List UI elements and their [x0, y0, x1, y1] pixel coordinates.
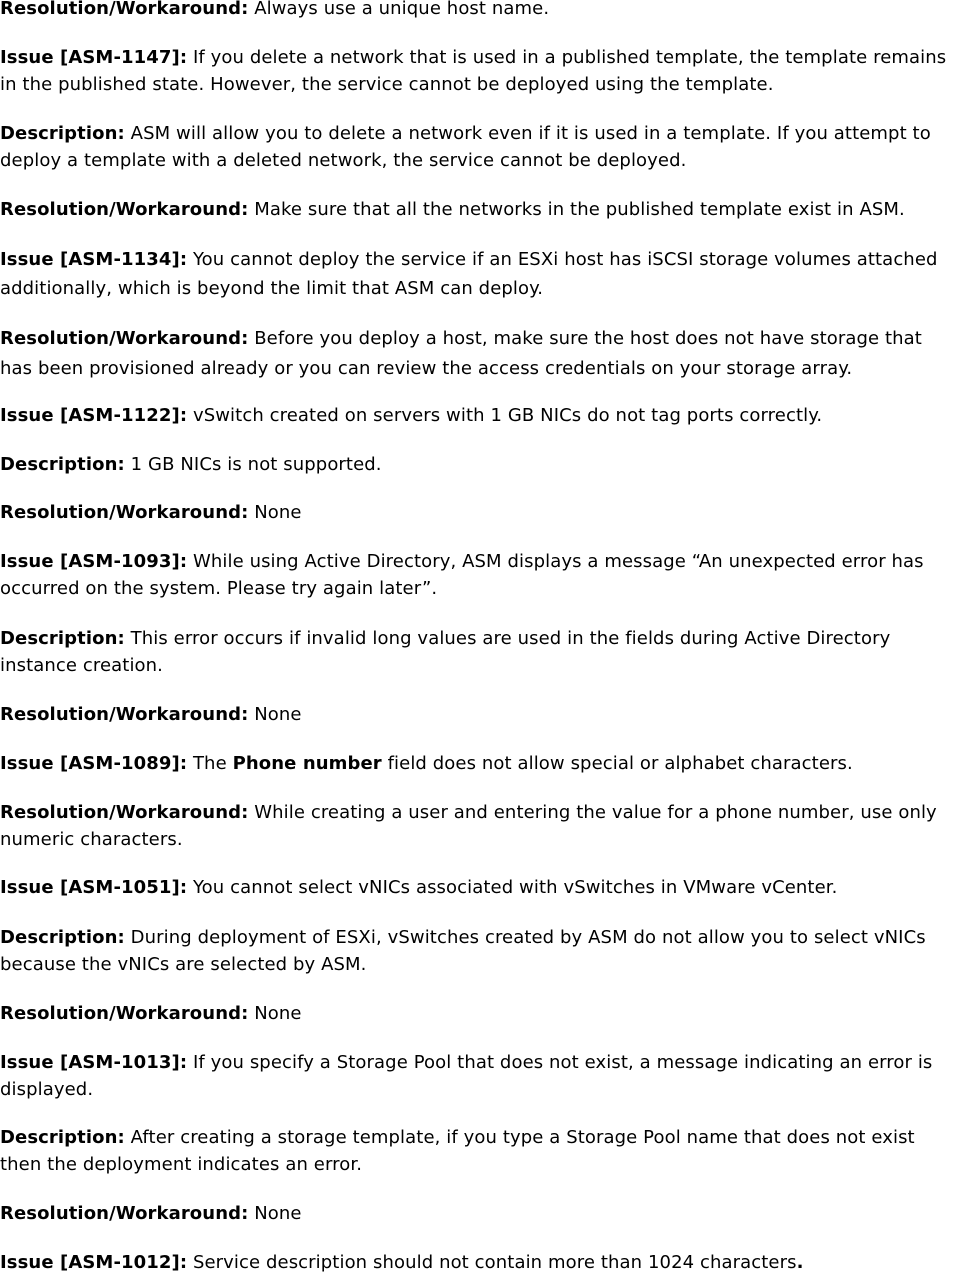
paragraph-text: The — [187, 753, 233, 774]
description-paragraph — [0, 924, 958, 978]
paragraph-label: Description: — [0, 454, 125, 475]
paragraph-text: While using Active Directory, ASM displays a message “An unexpected error has occurred on the system. Please try again later”. — [0, 551, 924, 599]
paragraph-label: Resolution/Workaround: — [0, 328, 249, 349]
paragraph-text: Always use a unique host name. — [248, 0, 550, 19]
paragraph-label: Issue [ASM-1134]: — [0, 249, 188, 270]
resolution-paragraph — [0, 1200, 958, 1227]
paragraph-label: Issue [ASM-1051]: — [0, 877, 188, 898]
paragraph-text: None — [248, 704, 302, 725]
paragraph-label: Issue [ASM-1013]: — [0, 1052, 188, 1073]
issue-paragraph — [0, 1249, 958, 1276]
issue-paragraph — [0, 1049, 958, 1103]
paragraph-label: Issue [ASM-1012]: — [0, 1252, 188, 1273]
paragraph-label: Issue [ASM-1089]: — [0, 753, 188, 774]
description-paragraph — [0, 625, 958, 679]
paragraph-label: Resolution/Workaround: — [0, 199, 249, 220]
paragraph-label: Issue [ASM-1147]: — [0, 47, 188, 68]
paragraph-text: After creating a storage template, if you type a Storage Pool name that does not exist then the deployment indicates an error. — [0, 1127, 915, 1175]
paragraph-text: ASM will allow you to delete a network even if it is used in a template. If you attempt to deploy a template with a deleted network, the service cannot be deployed. — [0, 123, 931, 171]
description-paragraph — [0, 1124, 958, 1178]
paragraph-end-period: . — [796, 1252, 804, 1273]
paragraph-text: Before you deploy a host, make sure the host does not have storage that has been provisioned already or you can review the access credentials on your storage array. — [0, 328, 922, 379]
paragraph-label: Issue [ASM-1122]: — [0, 405, 188, 426]
paragraph-label: Resolution/Workaround: — [0, 1203, 249, 1224]
paragraph-text: You cannot select vNICs associated with vSwitches in VMware vCenter. — [187, 877, 838, 898]
resolution-paragraph — [0, 0, 958, 22]
paragraph-text: None — [248, 502, 302, 523]
paragraph-text: vSwitch created on servers with 1 GB NICs do not tag ports correctly. — [187, 405, 823, 426]
issue-paragraph — [0, 548, 958, 602]
paragraph-label: Resolution/Workaround: — [0, 802, 249, 823]
paragraph-text: Make sure that all the networks in the published template exist in ASM. — [248, 199, 905, 220]
resolution-paragraph — [0, 499, 958, 526]
resolution-paragraph — [0, 701, 958, 728]
paragraph-text: If you delete a network that is used in a published template, the template remains in the published state. However, the service cannot be deployed using the template. — [0, 47, 947, 95]
paragraph-text: Service description should not contain more than 1024 characters — [187, 1252, 797, 1273]
paragraph-text: You cannot deploy the service if an ESXi host has iSCSI storage volumes attached additionally, which is beyond the limit that ASM can deploy. — [0, 249, 938, 299]
ui-field-name: Phone number — [232, 753, 382, 774]
paragraph-label: Resolution/Workaround: — [0, 704, 249, 725]
paragraph-label: Resolution/Workaround: — [0, 1003, 249, 1024]
paragraph-label: Description: — [0, 628, 125, 649]
resolution-paragraph — [0, 1000, 958, 1027]
paragraph-label: Issue [ASM-1093]: — [0, 551, 188, 572]
paragraph-text: This error occurs if invalid long values are used in the fields during Active Directory instance creation. — [0, 628, 891, 676]
paragraph-text: None — [248, 1003, 302, 1024]
resolution-paragraph — [0, 799, 958, 853]
paragraph-text: While creating a user and entering the value for a phone number, use only numeric characters. — [0, 802, 937, 850]
issue-paragraph — [0, 750, 958, 777]
issue-paragraph — [0, 44, 958, 98]
paragraph-label: Description: — [0, 123, 125, 144]
paragraph-text: None — [248, 1203, 302, 1224]
issue-paragraph — [0, 874, 958, 901]
description-paragraph — [0, 120, 958, 174]
paragraph-text: field does not allow special or alphabet characters. — [381, 753, 853, 774]
paragraph-text: If you specify a Storage Pool that does not exist, a message indicating an error is displayed. — [0, 1052, 933, 1100]
issue-paragraph — [0, 245, 958, 303]
issue-paragraph — [0, 402, 958, 429]
paragraph-text: During deployment of ESXi, vSwitches created by ASM do not allow you to select vNICs because the vNICs are selected by ASM. — [0, 927, 926, 975]
resolution-paragraph — [0, 324, 958, 384]
paragraph-label: Description: — [0, 1127, 125, 1148]
paragraph-label: Resolution/Workaround: — [0, 502, 249, 523]
paragraph-label: Resolution/Workaround: — [0, 0, 249, 19]
paragraph-text: 1 GB NICs is not supported. — [124, 454, 382, 475]
resolution-paragraph — [0, 196, 958, 223]
paragraph-label: Description: — [0, 927, 125, 948]
description-paragraph — [0, 451, 958, 478]
